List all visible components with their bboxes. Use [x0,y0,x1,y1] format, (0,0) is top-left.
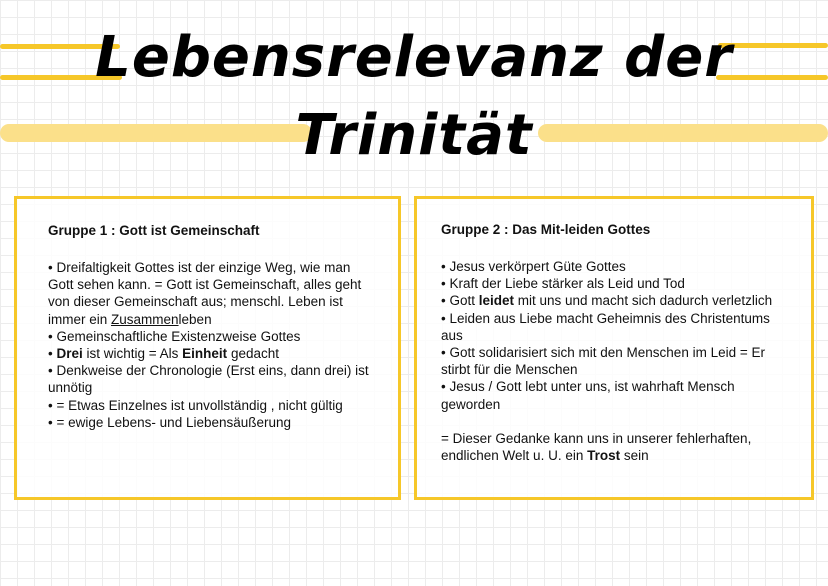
page-title-line-2: Trinität [295,103,533,168]
page-title-line-1: Lebensrelevanz der [95,25,733,90]
group-1-bullet-6: • = ewige Lebens- und Liebensäußerung [48,414,292,430]
group-1-heading: Gruppe 1 : Gott ist Gemeinschaft [48,223,260,238]
spacer [441,413,783,430]
group-1-box [14,196,401,500]
group-2-bullet-1: • Jesus verkörpert Güte Gottes [441,259,626,274]
group-1-bullet-2: • Gemeinschaftliche Existenzweise Gottes [48,328,301,344]
group-2-bullet-5: • Gott solidarisiert sich mit den Menschen im Leid = Er stirbt für die Menschen [441,345,765,378]
group-2-heading: Gruppe 2 : Das Mit-leiden Gottes [441,222,651,237]
group-1-bullet-5: • = Etwas Einzelnes ist unvollständig , nicht gültig [48,397,343,413]
group-2-bullet-6: • Jesus / Gott lebt unter uns, ist wahrhaft Mensch geworden [441,379,735,412]
group-2-bullet-4: • Leiden aus Liebe macht Geheimnis des Christentums aus [441,310,770,343]
group-2-conclusion: = Dieser Gedanke kann uns in unserer fehlerhaften, endlichen Welt u. U. ein Trost sein [441,430,752,464]
group-1-bullet-1: • Dreifaltigkeit Gottes ist der einzige Weg, wie man Gott sehen kann. = Gott ist Gemeinschaft, alles geht von dieser Gemeinschaft aus; menschl. Leben ist immer ein Zusammenleben [48,260,362,327]
underlined-word: Zusammen [111,311,179,327]
group-1-bullet-4: • Denkweise der Chronologie (Erst eins, dann drei) ist unnötig [48,363,369,396]
group-1-bullet-3: • Drei ist wichtig = Als Einheit gedacht [48,346,279,362]
group-2-bullet-2: • Kraft der Liebe stärker als Leid und Tod [441,276,685,292]
group-2-box [414,196,814,500]
group-2-bullet-3: • Gott leidet mit uns und macht sich dadurch verletzlich [441,293,773,309]
